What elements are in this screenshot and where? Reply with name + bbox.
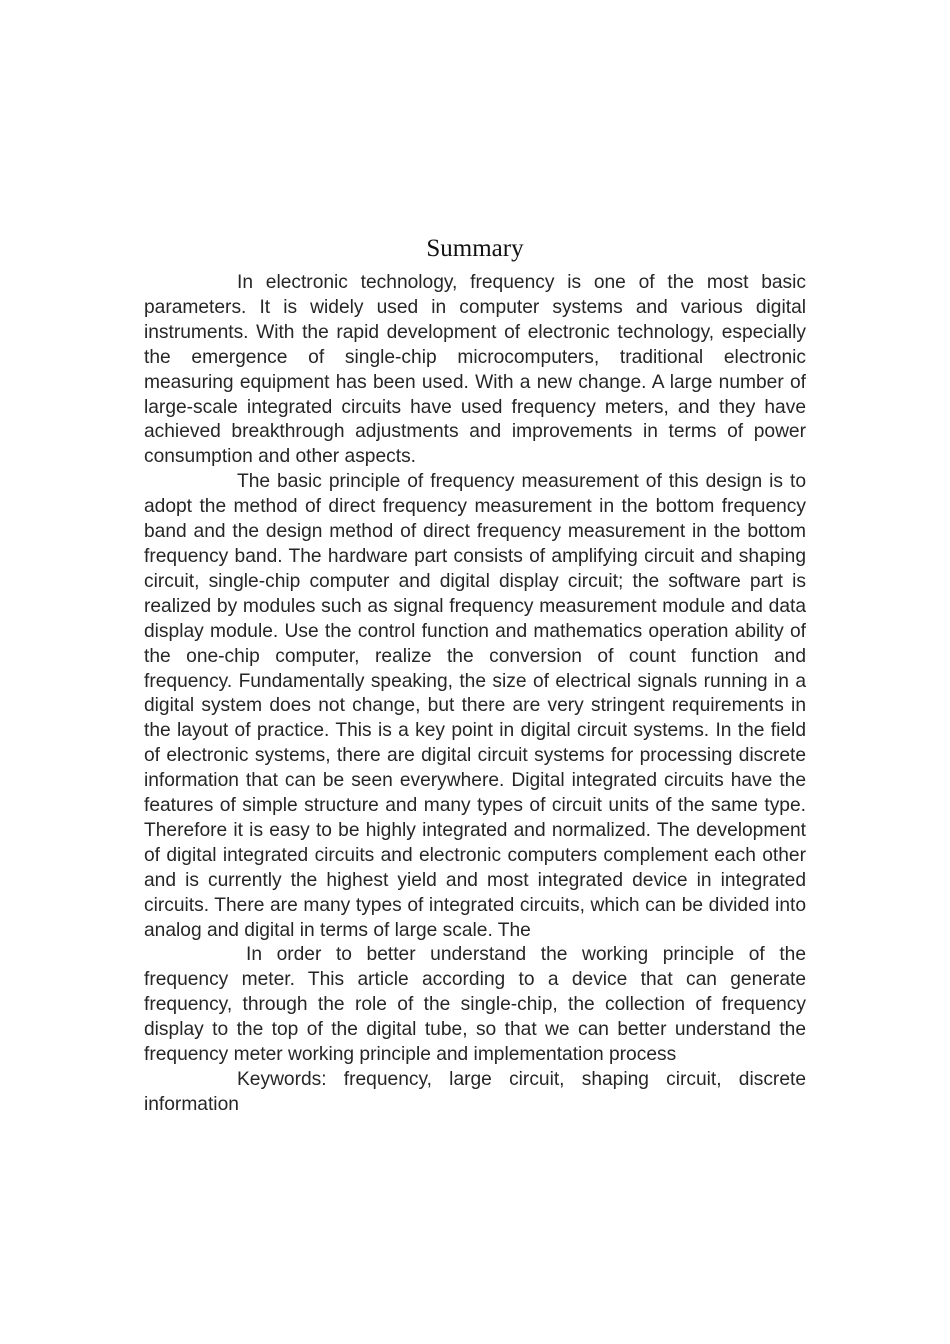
document-page: [144, 232, 806, 1118]
paragraph-keywords: Keywords: frequency, large circuit, shaping circuit, discrete information: [144, 1069, 806, 1115]
paragraph-introduction: In electronic technology, frequency is one of the most basic parameters. It is widely used in computer systems and various digital instruments. With the rapid development of electronic technology, especially the emergence of single-chip microcomputers, traditional electronic measuring equipment has been used. With a new change. A large number of large-scale integrated circuits have used frequency meters, and they have achieved breakthrough adjustments and improvements in terms of power consumption and other aspects.: [144, 272, 806, 468]
paragraph-purpose: In order to better understand the working principle of the frequency meter. This article according to a device that can generate frequency, through the role of the single-chip, the collection of frequency display to the top of the digital tube, so that we can better understand the frequency meter working principle and implementation process: [144, 944, 806, 1066]
paragraph-design-principle: The basic principle of frequency measurement of this design is to adopt the method of direct frequency measurement in the bottom frequency band and the design method of direct frequency measurement in the bottom frequency band. The hardware part consists of amplifying circuit and shaping circuit, single-chip computer and digital display circuit; the software part is realized by modules such as signal frequency measurement module and data display module. Use the control function and mathematics operation ability of the one-chip computer, realize the conversion of count function and frequency. Fundamentally speaking, the size of electrical signals running in a digital system does not change, but there are very stringent requirements in the layout of practice. This is a key point in digital circuit systems. In the field of electronic systems, there are digital circuit systems for processing discrete information that can be seen everywhere. Digital integrated circuits have the features of simple structure and many types of circuit units of the same type. Therefore it is easy to be highly integrated and normalized. The development of digital integrated circuits and electronic computers complement each other and is currently the highest yield and most integrated device in integrated circuits. There are many types of integrated circuits, which can be divided into analog and digital in terms of large scale. The: [144, 471, 806, 941]
page-title: Summary: [426, 235, 524, 262]
